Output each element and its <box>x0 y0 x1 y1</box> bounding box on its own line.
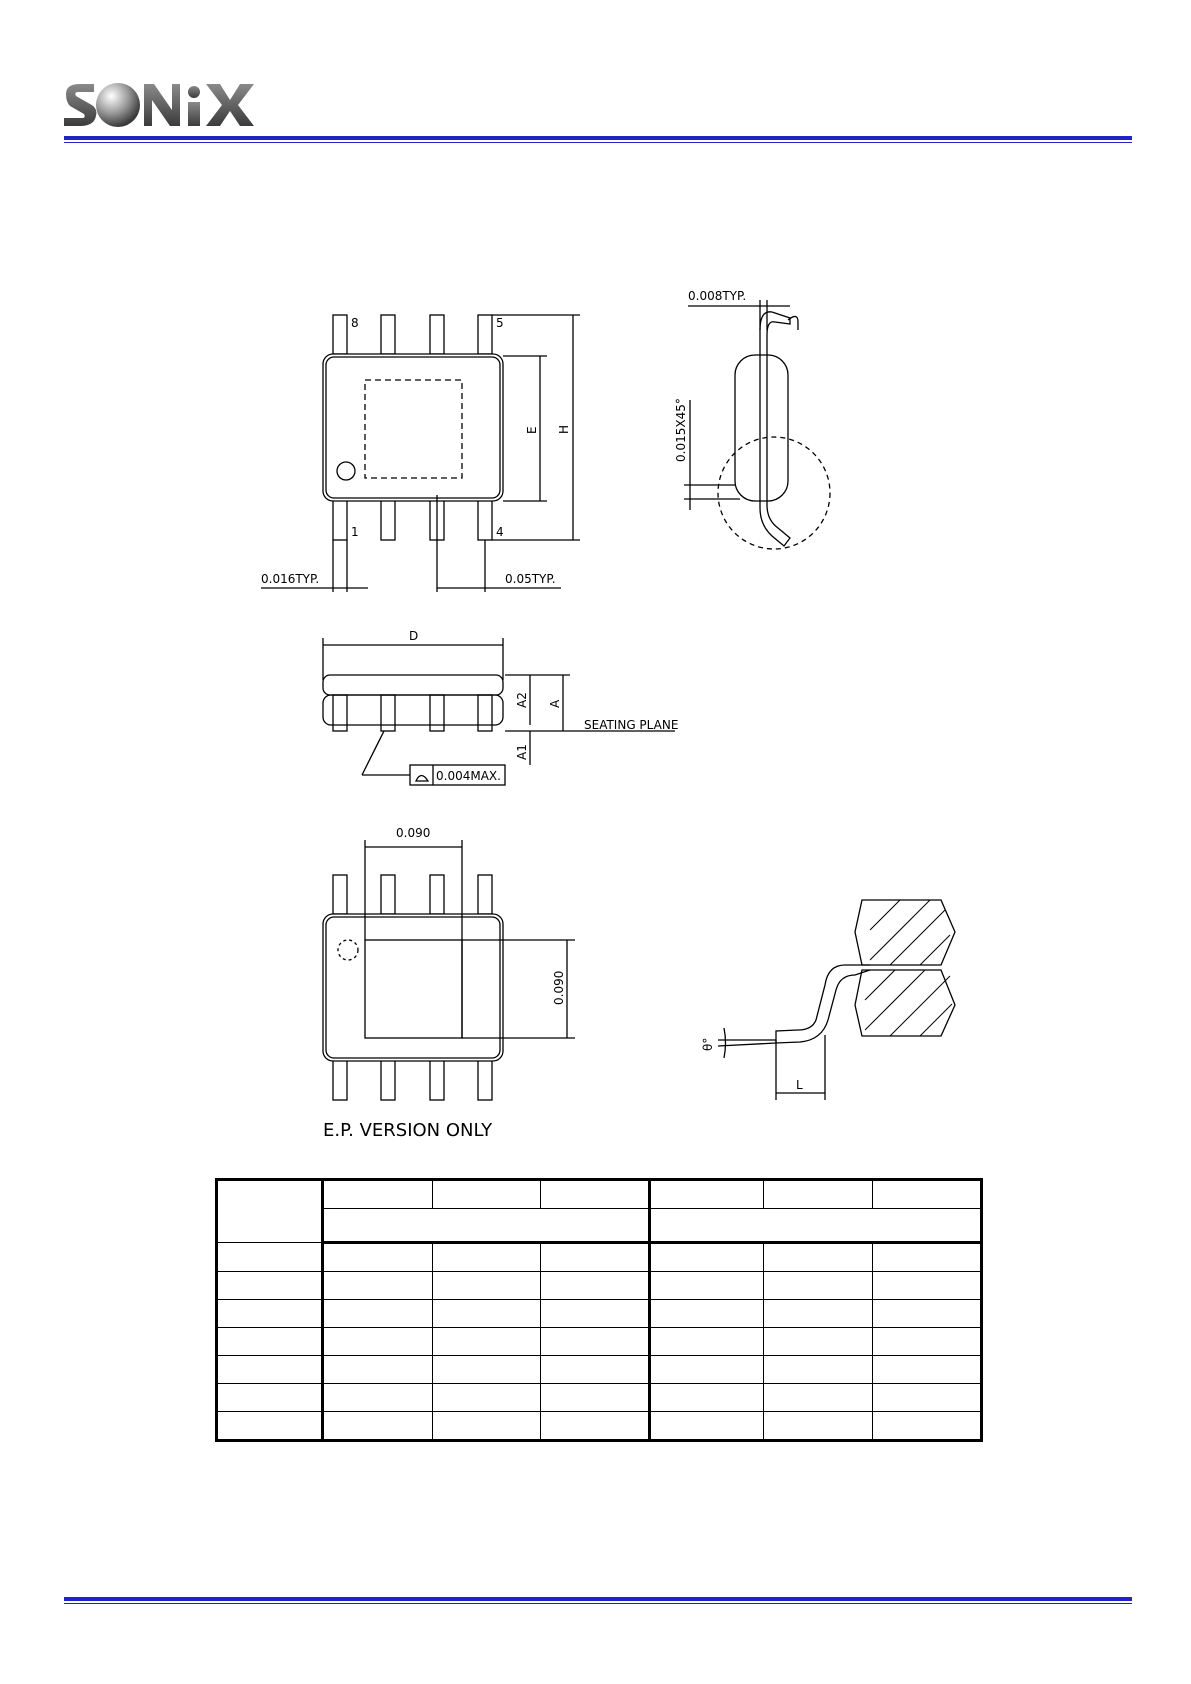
top-view <box>261 315 580 592</box>
table-cell <box>872 1180 981 1209</box>
pin-5-label: 5 <box>496 316 504 330</box>
seating-plane-label: SEATING PLANE <box>584 718 679 732</box>
pin-4-label: 4 <box>496 525 504 539</box>
table-cell <box>650 1180 764 1209</box>
theta-label: θ° <box>701 1037 715 1051</box>
table-cell <box>650 1209 982 1243</box>
dim-h-label: H <box>557 424 571 434</box>
table-row <box>217 1272 982 1300</box>
coplanarity-label: 0.004MAX. <box>436 769 501 783</box>
dim-a-label: A <box>548 699 562 708</box>
dimension-table <box>215 1178 983 1442</box>
table-row <box>217 1300 982 1328</box>
table-row <box>217 1328 982 1356</box>
table-header-row <box>217 1209 982 1243</box>
table-cell <box>323 1209 650 1243</box>
chamfer-label: 0.015X45° <box>674 398 688 462</box>
table-cell <box>323 1180 432 1209</box>
dim-a1-label: A1 <box>515 744 529 760</box>
pad-width-label: 0.090 <box>396 826 431 840</box>
table-row <box>217 1412 982 1441</box>
pin-8-label: 8 <box>351 316 359 330</box>
footer-rule <box>64 1597 1132 1604</box>
side-view <box>684 300 830 549</box>
dim-d-label: D <box>409 629 419 643</box>
dim-a2-label: A2 <box>515 692 529 708</box>
pad-height-label: 0.090 <box>552 970 566 1005</box>
lead-detail <box>718 900 955 1100</box>
ep-caption: E.P. VERSION ONLY <box>323 1120 493 1141</box>
ep-view <box>323 840 575 1100</box>
dim-e-label: E <box>525 426 539 434</box>
pitch-label: 0.05TYP. <box>505 572 556 586</box>
table-cell <box>540 1180 649 1209</box>
table-row <box>217 1384 982 1412</box>
table-row <box>217 1243 982 1272</box>
table-cell <box>217 1180 323 1243</box>
table-row <box>217 1356 982 1384</box>
pin-1-label: 1 <box>351 525 359 539</box>
lead-width-label: 0.016TYP. <box>261 572 320 586</box>
table-cell <box>764 1180 872 1209</box>
table-header-row <box>217 1180 982 1209</box>
front-view <box>323 638 675 785</box>
lead-length-label: L <box>796 1078 803 1092</box>
table-cell <box>432 1180 540 1209</box>
lead-thickness-label: 0.008TYP. <box>688 289 747 303</box>
